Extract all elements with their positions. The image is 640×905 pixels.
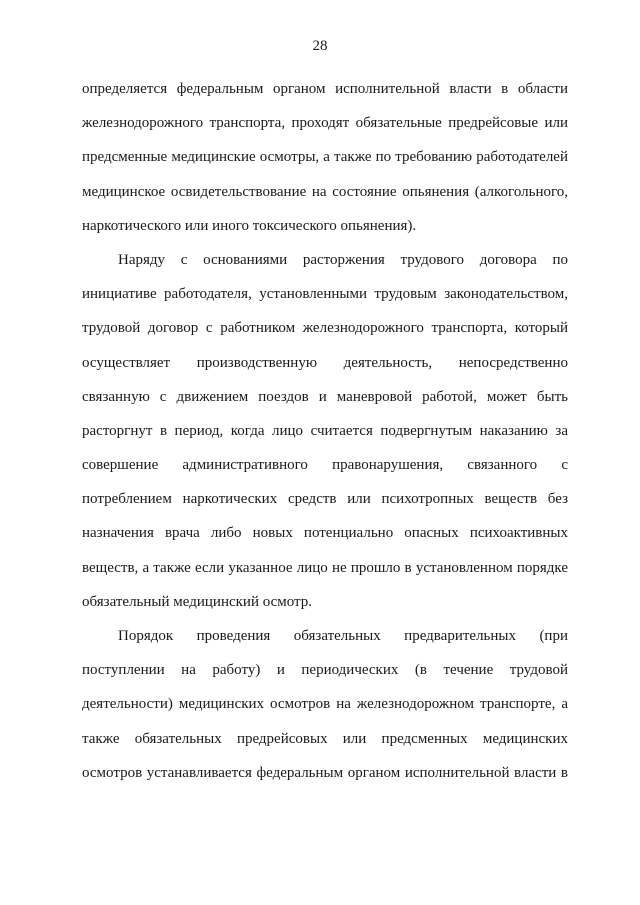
text-line: Порядок проведения обязательных предварительных (при <box>118 628 568 644</box>
text-line: поступлении на работу) и периодических (в течение трудовой <box>82 662 568 679</box>
text-line: трудовой договор с работником железнодорожного транспорта, который <box>82 320 568 337</box>
text-line: деятельности) медицинских осмотров на железнодорожном транспорте, а <box>82 696 568 713</box>
text-line: связанную с движением поездов и маневровой работой, может быть <box>82 388 568 405</box>
text-line: наркотического или иного токсического опьянения). <box>82 217 417 234</box>
text-line: потреблением наркотических средств или психотропных веществ без <box>82 491 568 508</box>
text-line: инициативе работодателя, установленными трудовым законодательством, <box>82 286 568 303</box>
text-line: веществ, а также если указанное лицо не прошло в установленном порядке <box>82 559 568 576</box>
page-number: 28 <box>312 38 328 54</box>
text-line: предсменные медицинские осмотры, а также по требованию работодателей <box>82 149 568 166</box>
text-line: Наряду с основаниями расторжения трудового договора по <box>118 251 568 268</box>
text-line: определяется федеральным органом исполнительной власти в области <box>82 81 568 97</box>
text-line: обязательный медицинский осмотр. <box>82 593 313 610</box>
text-line: также обязательных предрейсовых или предсменных медицинских <box>82 730 568 747</box>
text-line: осмотров устанавливается федеральным органом исполнительной власти в <box>82 764 568 781</box>
text-line: совершение административного правонарушения, связанного с <box>82 457 568 474</box>
text-line: медицинское освидетельствование на состояние опьянения (алкогольного, <box>82 183 568 200</box>
text-line: железнодорожного транспорта, проходят обязательные предрейсовые или <box>82 115 568 132</box>
text-line: осуществляет производственную деятельность, непосредственно <box>82 354 568 371</box>
document-body <box>82 72 568 790</box>
text-line: расторгнут в период, когда лицо считается подвергнутым наказанию за <box>82 422 568 439</box>
text-line: назначения врача либо новых потенциально опасных психоактивных <box>82 525 568 542</box>
